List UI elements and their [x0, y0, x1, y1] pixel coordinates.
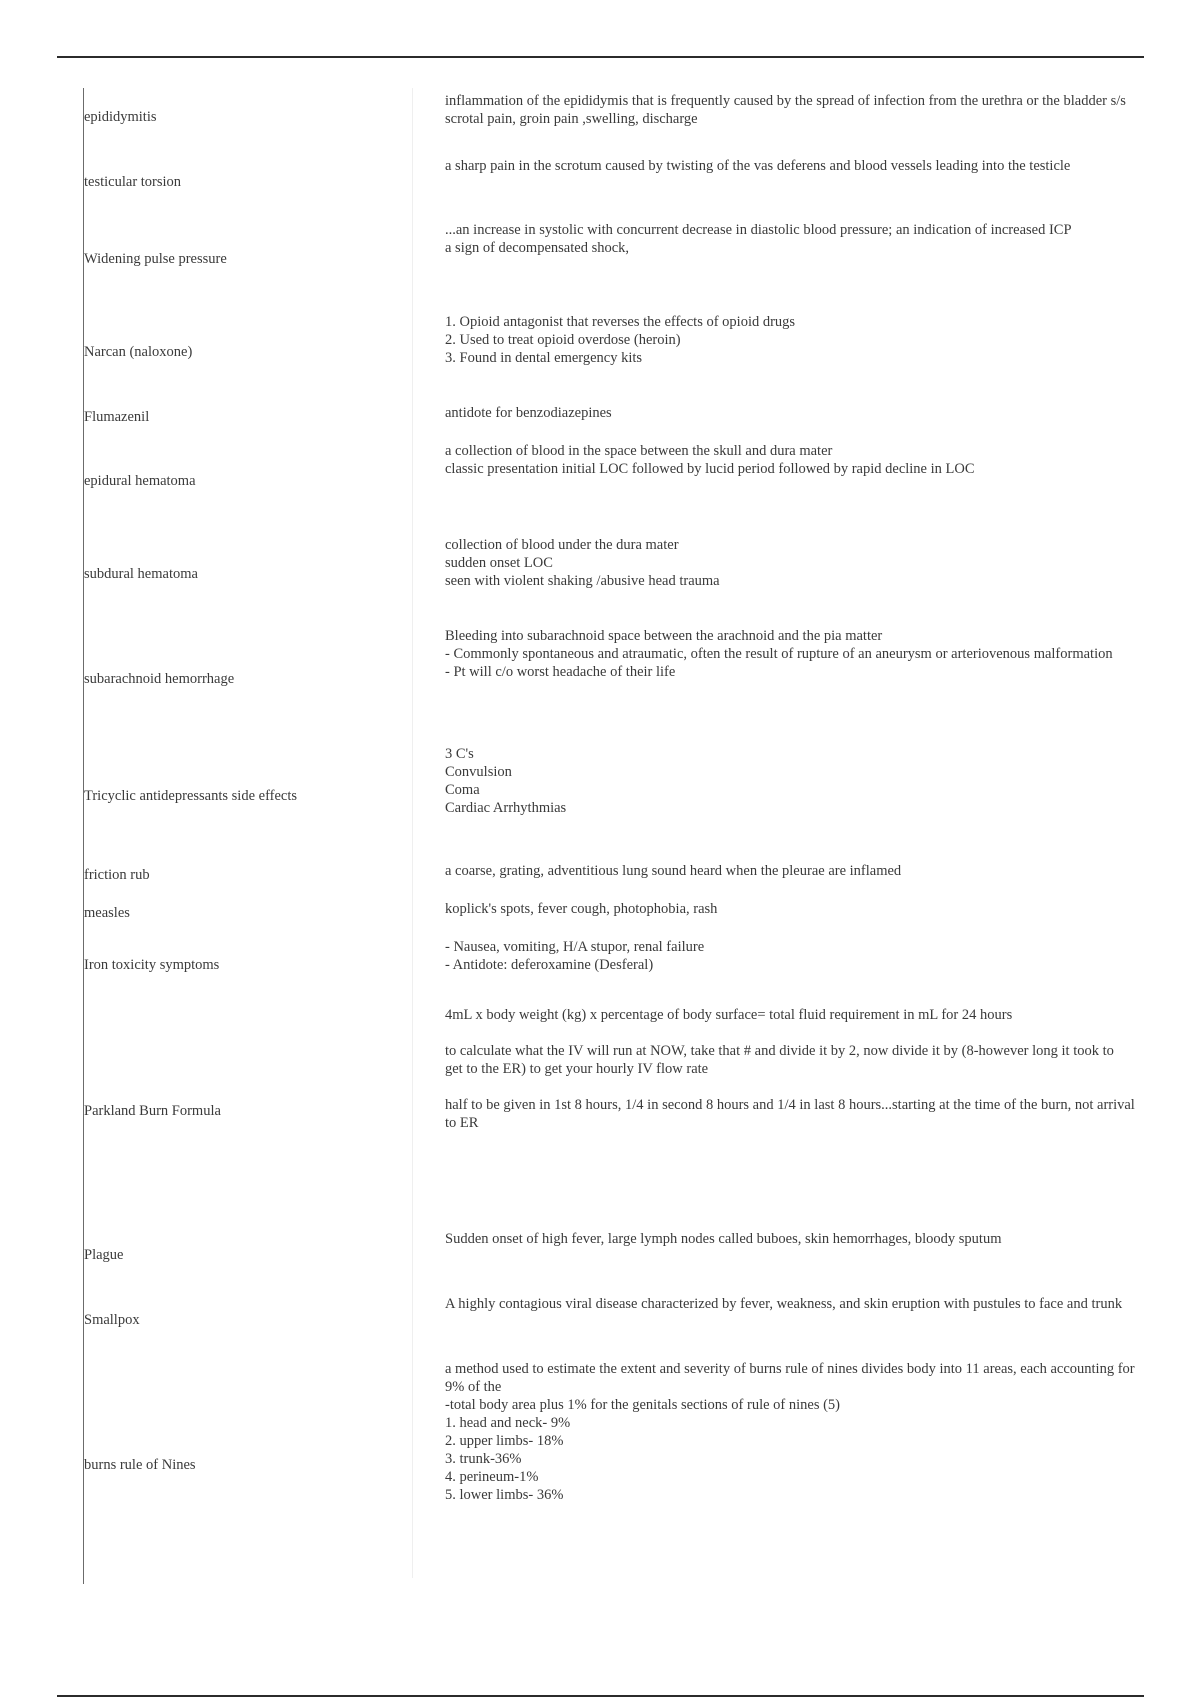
card-definition [445, 442, 1135, 478]
definition-paragraph: collection of blood under the dura mater sudden onset LOC seen with violent shaking /abusive head trauma [445, 537, 720, 589]
card-definition [445, 404, 1135, 422]
card-definition [445, 313, 1135, 367]
card-term: Tricyclic antidepressants side effects [84, 788, 298, 804]
definition-paragraph: 4mL x body weight (kg) x percentage of body surface= total fluid requirement in mL for 24 hours [445, 1007, 1013, 1023]
card-term: Narcan (naloxone) [84, 344, 193, 360]
card-term: testicular torsion [84, 174, 182, 190]
definition-paragraph: a sharp pain in the scrotum caused by twisting of the vas deferens and blood vessels leading into the testicle [445, 158, 1071, 174]
card-term: Plague [84, 1247, 124, 1263]
card-term: Flumazenil [84, 409, 150, 425]
definition-paragraph: 1. Opioid antagonist that reverses the effects of opioid drugs 2. Used to treat opioid overdose (heroin) 3. Found in dental emergency kits [445, 314, 796, 366]
card-term: Iron toxicity symptoms [84, 957, 220, 973]
card-definition [445, 900, 1135, 918]
card-term: epidural hematoma [84, 473, 196, 489]
column-divider [412, 88, 413, 1578]
card-term: epididymitis [84, 109, 157, 125]
card-definition [445, 221, 1135, 257]
definition-paragraph: koplick's spots, fever cough, photophobia, rash [445, 901, 718, 917]
definition-paragraph: Bleeding into subarachnoid space between the arachnoid and the pia matter - Commonly spontaneous and atraumatic, often the result of rupture of an aneurysm or arteriovenous malformation - Pt will c/o worst headache of their life [445, 628, 1113, 680]
definition-paragraph: Sudden onset of high fever, large lymph nodes called buboes, skin hemorrhages, bloody sputum [445, 1231, 1002, 1247]
definition-paragraph: a collection of blood in the space between the skull and dura mater classic presentation initial LOC followed by lucid period followed by rapid decline in LOC [445, 443, 975, 477]
definition-paragraph: ...an increase in systolic with concurrent decrease in diastolic blood pressure; an indication of increased ICP a sign of decompensated shock, [445, 222, 1072, 256]
card-term: Widening pulse pressure [84, 251, 227, 267]
card-definition [445, 157, 1135, 175]
card-term: Parkland Burn Formula [84, 1103, 221, 1119]
definition-paragraph: inflammation of the epididymis that is frequently caused by the spread of infection from the urethra or the bladder s/s scrotal pain, groin pain ,swelling, discharge [445, 93, 1126, 127]
card-term: measles [84, 905, 130, 921]
definition-paragraph: to calculate what the IV will run at NOW, take that # and divide it by 2, now divide it by (8-however long it took to get to the ER) to get your hourly IV flow rate [445, 1043, 1114, 1077]
left-margin-line [83, 88, 84, 1584]
card-definition [445, 1230, 1135, 1248]
card-term: subdural hematoma [84, 566, 198, 582]
card-definition [445, 862, 1135, 880]
card-definition [445, 536, 1135, 590]
definition-paragraph: 3 C's Convulsion Coma Cardiac Arrhythmias [445, 746, 567, 816]
definition-paragraph: - Nausea, vomiting, H/A stupor, renal failure - Antidote: deferoxamine (Desferal) [445, 939, 705, 973]
card-definition [445, 938, 1135, 974]
definition-paragraph: antidote for benzodiazepines [445, 405, 612, 421]
card-definition [445, 1360, 1135, 1504]
definition-paragraph: A highly contagious viral disease characterized by fever, weakness, and skin eruption with pustules to face and trunk [445, 1296, 1123, 1312]
card-definition [445, 1295, 1135, 1313]
definition-paragraph: a coarse, grating, adventitious lung sound heard when the pleurae are inflamed [445, 863, 902, 879]
bottom-rule [57, 1695, 1144, 1697]
card-definition [445, 1006, 1135, 1132]
card-term: Smallpox [84, 1312, 140, 1328]
card-term: burns rule of Nines [84, 1457, 196, 1473]
top-rule [57, 56, 1144, 58]
definition-paragraph: a method used to estimate the extent and severity of burns rule of nines divides body into 11 areas, each accounting for 9% of the -total body area plus 1% for the genitals sections of rule of nines (5) 1. head and neck- 9% 2. upper limbs- 18% 3. trunk-36% 4. perineum-1% 5. lower limbs- 36% [445, 1361, 1135, 1503]
definition-paragraph: half to be given in 1st 8 hours, 1/4 in second 8 hours and 1/4 in last 8 hours...starting at the time of the burn, not arrival to ER [445, 1097, 1135, 1131]
card-definition [445, 627, 1135, 681]
card-term: friction rub [84, 867, 150, 883]
card-term: subarachnoid hemorrhage [84, 671, 235, 687]
card-definition [445, 92, 1135, 128]
card-definition [445, 745, 1135, 817]
